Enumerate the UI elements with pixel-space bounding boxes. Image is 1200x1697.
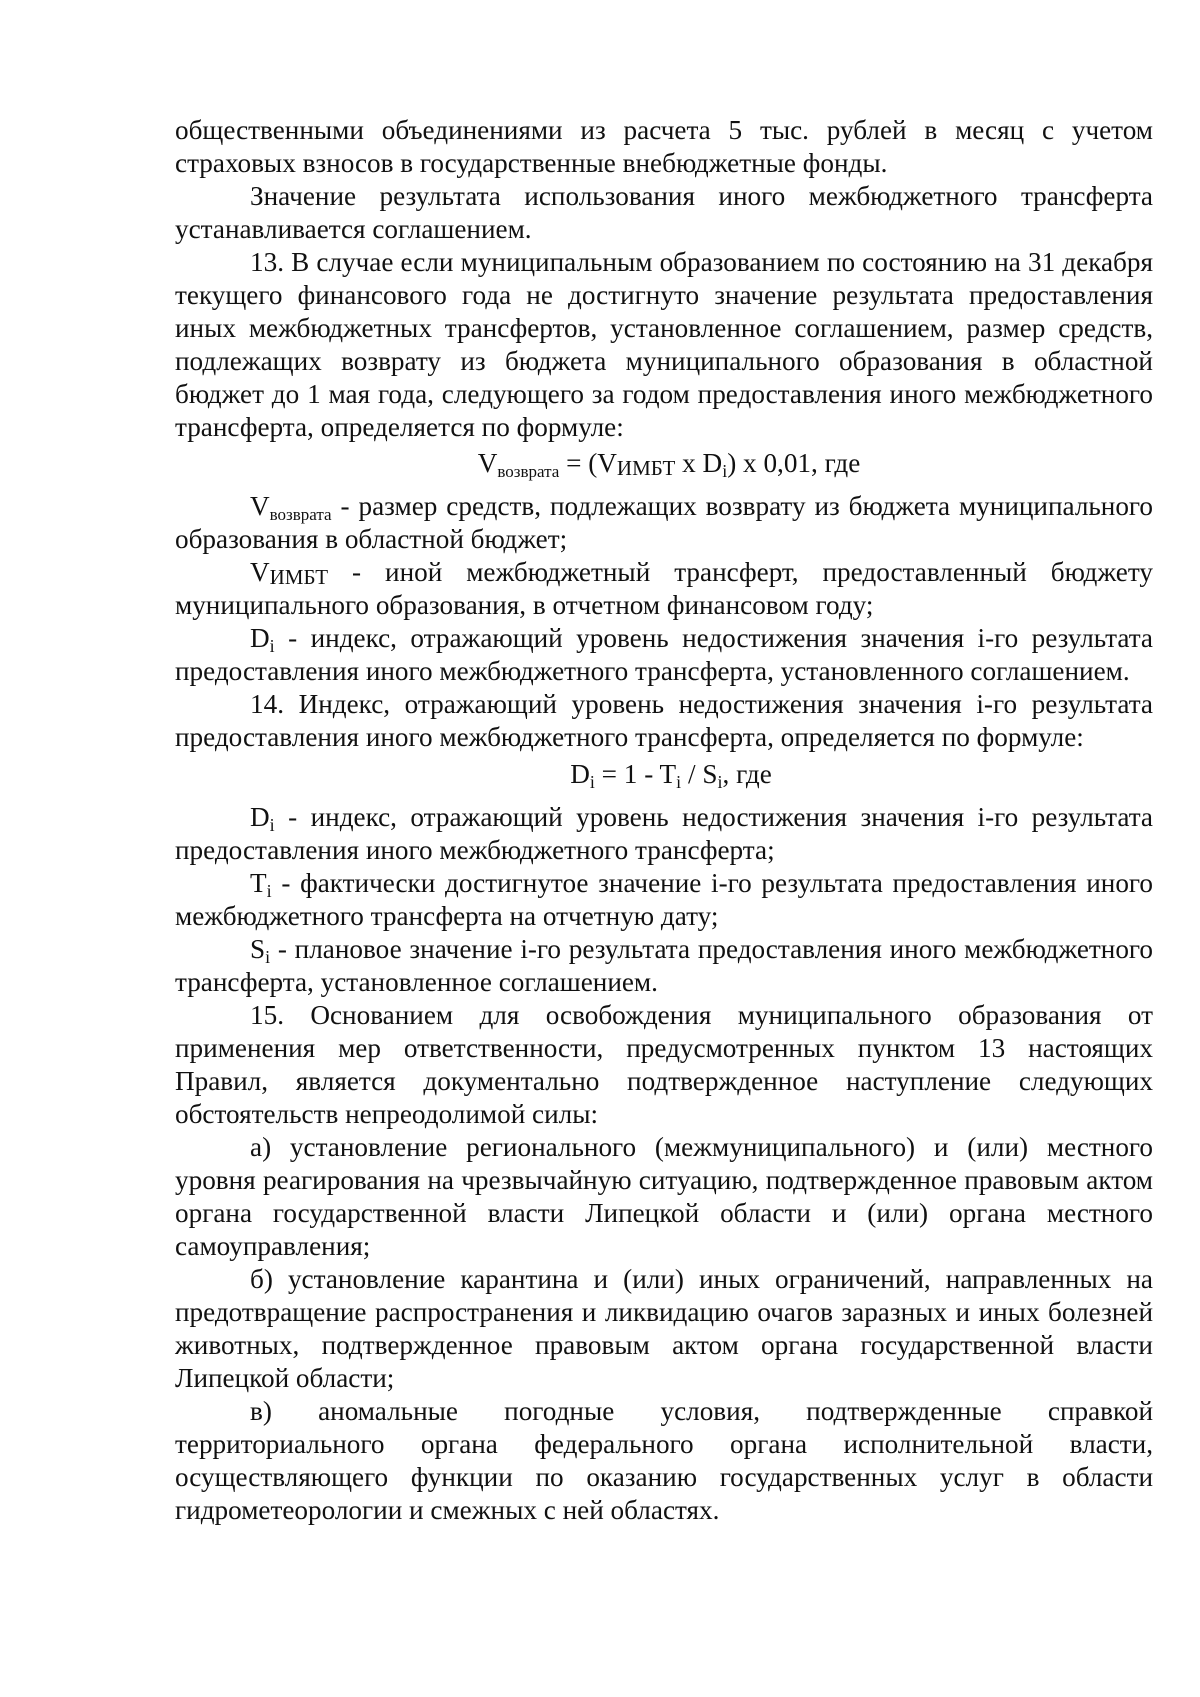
def-v-imbt-subscript: ИМБТ xyxy=(269,565,329,589)
def-d2-text: - индекс, отражающий уровень недостижения значения i-го результата предоставления иного межбюджетного трансферта; xyxy=(175,802,1153,865)
paragraph-15: 15. Основанием для освобождения муниципального образования от применения мер ответственности, предусмотренных пунктом 13 настоящих Правил, является документально подтвержденное наступление следующих обстоятельств непреодолимой силы: xyxy=(175,1000,1153,1129)
definition-d-index-1 xyxy=(175,622,1153,688)
paragraph-15-v: в) аномальные погодные условия, подтвержденные справкой территориального органа федерального органа исполнительной власти, осуществляющего функции по оказанию государственных услуг в области гидрометеорологии и смежных с ней областях. xyxy=(175,1396,1153,1525)
paragraph-continuation: общественными объединениями из расчета 5 тыс. рублей в месяц с учетом страховых взносов в государственные внебюджетные фонды. xyxy=(175,115,1153,178)
paragraph-15-b: б) установление карантина и (или) иных ограничений, направленных на предотвращение распространения и ликвидацию очагов заразных и иных болезней животных, подтвержденное правовым актом органа государственной власти Липецкой области; xyxy=(175,1264,1153,1393)
formula2-a: D xyxy=(570,759,590,789)
def-d2-symbol: D xyxy=(250,802,270,832)
formula2-d: , где xyxy=(722,759,772,789)
formula1-mid-index: i xyxy=(722,461,728,481)
def-v-return-text: - размер средств, подлежащих возврату из бюджета муниципального образования в областной бюджет; xyxy=(175,491,1153,554)
formula1-mid1: = (V xyxy=(559,448,617,478)
paragraph-14: 14. Индекс, отражающий уровень недостижения значения i-го результата предоставления иного межбюджетного трансферта, определяется по формуле: xyxy=(175,689,1153,752)
formula2-c-index: i xyxy=(717,772,723,792)
def-s-subscript: i xyxy=(265,947,271,967)
def-d1-symbol: D xyxy=(250,623,270,653)
def-t-text: - фактически достигнутое значение i-го результата предоставления иного межбюджетного трансферта на отчетную дату; xyxy=(175,868,1153,931)
formula1-mid2: x D xyxy=(675,448,723,478)
def-v-imbt-symbol: V xyxy=(250,557,270,587)
formula1-lhs-subscript: возврата xyxy=(497,462,560,481)
def-s-symbol: S xyxy=(250,934,266,964)
formula-return-amount xyxy=(175,447,1153,480)
formula2-b-index: i xyxy=(676,772,682,792)
document-page xyxy=(175,114,1153,1527)
formula1-mid-subscript: ИМБТ xyxy=(616,456,676,480)
def-t-symbol: T xyxy=(250,868,267,898)
def-v-return-subscript: возврата xyxy=(269,505,332,524)
paragraph-result-value: Значение результата использования иного межбюджетного трансферта устанавливается соглашением. xyxy=(175,181,1153,244)
definition-v-return xyxy=(175,490,1153,556)
definition-t xyxy=(175,867,1153,933)
def-d2-subscript: i xyxy=(269,815,275,835)
paragraph-15-a: а) установление регионального (межмуниципального) и (или) местного уровня реагирования на чрезвычайную ситуацию, подтвержденное правовым актом органа государственной власти Липецкой области и (или) органа местного самоуправления; xyxy=(175,1132,1153,1261)
formula2-a-index: i xyxy=(589,772,595,792)
def-v-return-symbol: V xyxy=(250,491,270,521)
definition-s xyxy=(175,933,1153,999)
formula1-lhs: V xyxy=(477,448,498,478)
def-d1-text: - индекс, отражающий уровень недостижения значения i-го результата предоставления иного межбюджетного трансферта, установленного соглашением. xyxy=(175,623,1153,686)
formula1-rhs: ) x 0,01, где xyxy=(727,448,861,478)
paragraph-13: 13. В случае если муниципальным образованием по состоянию на 31 декабря текущего финансового года не достигнуто значение результата предоставления иных межбюджетных трансфертов, установленное соглашением, размер средств, подлежащих возврату из бюджета муниципального образования в областной бюджет до 1 мая года, следующего за годом предоставления иного межбюджетного трансферта, определяется по формуле: xyxy=(175,247,1153,442)
formula-index xyxy=(175,758,1153,791)
definition-v-imbt xyxy=(175,556,1153,622)
formula2-b: = 1 - T xyxy=(594,759,677,789)
def-s-text: - плановое значение i-го результата предоставления иного межбюджетного трансферта, установленное соглашением. xyxy=(175,934,1153,997)
def-d1-subscript: i xyxy=(269,636,275,656)
def-t-subscript: i xyxy=(266,881,272,901)
definition-d-index-2 xyxy=(175,801,1153,867)
formula2-c: / S xyxy=(681,759,718,789)
def-v-imbt-text: - иной межбюджетный трансферт, предоставленный бюджету муниципального образования, в отчетном финансовом году; xyxy=(175,557,1153,620)
